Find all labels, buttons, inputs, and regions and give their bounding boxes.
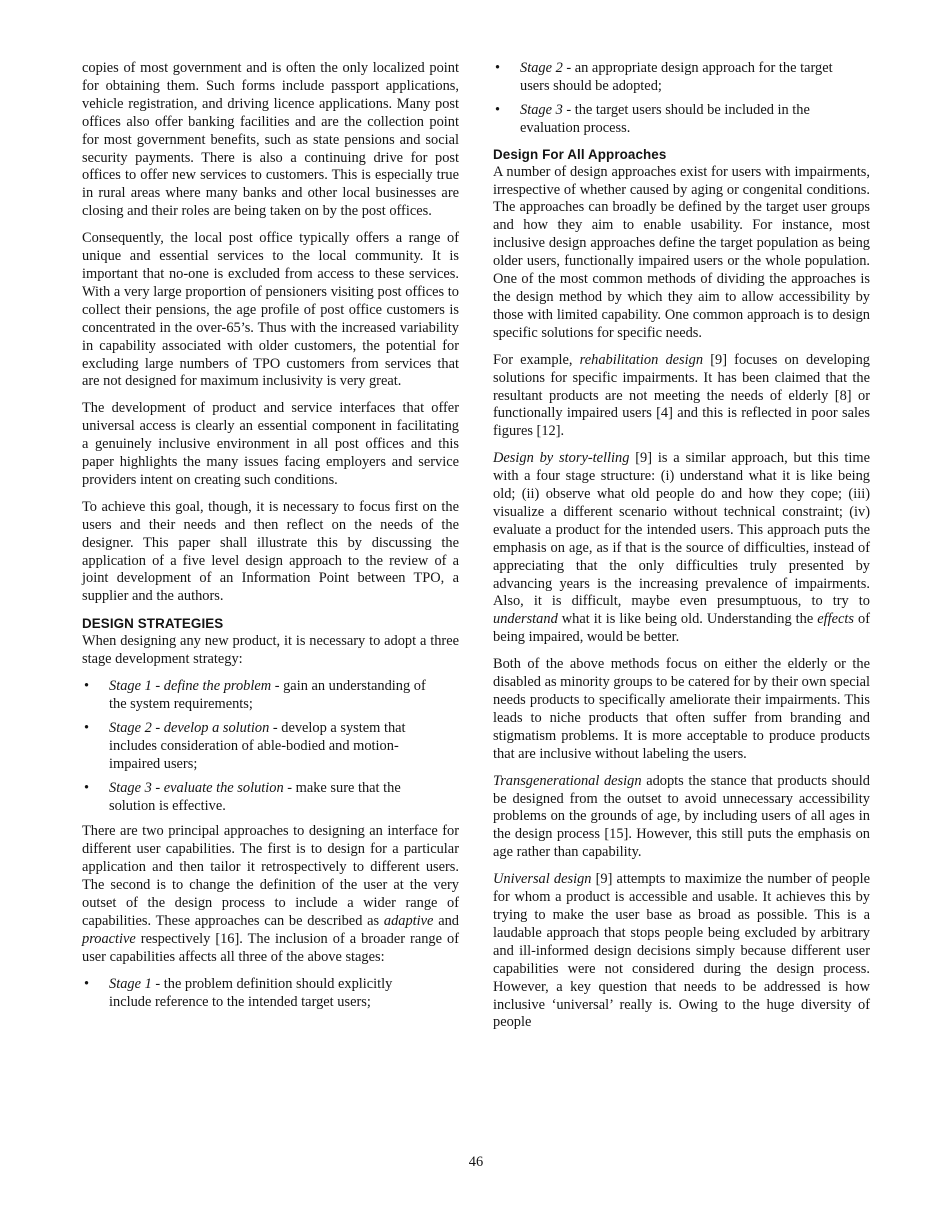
- stage-text: - make sure that the solution is effective.: [109, 779, 401, 814]
- stage-label: Stage 1 - define the problem: [109, 678, 272, 695]
- list-item: [493, 60, 870, 96]
- bullet-icon: •: [84, 779, 90, 796]
- section-heading: DESIGN STRATEGIES: [82, 616, 224, 632]
- left-column: [82, 60, 459, 1020]
- paragraph: A number of design approaches exist for users with impairments, irrespective of whether caused by aging or congenital conditions. The approaches can broadly be defined by the target user groups and how they aim to enable usability. For instance, most inclusive design approaches define the target population as being older users, functionally impaired users or the whole population. One of the most common methods of dividing the approaches is the design method by which they aim to allow accessibility by those with limited capability. One common approach is to design specific solutions for specific needs.: [493, 163, 870, 341]
- bullet-icon: •: [84, 678, 90, 695]
- stage-label: Stage 2: [520, 60, 563, 76]
- stage-list: [82, 976, 459, 1012]
- stage-label: Stage 3 - evaluate the solution: [109, 779, 284, 796]
- paragraph: Universal design [9] attempts to maximize the number of people for whom a product is accessible and usable. It achieves this by trying to make the user base as broad as possible. This is a laudable approach that stops people being excluded by arbitrary and ill-informed design decisions simply because different user capabilities were not considered during the design process. However, a key question that needs to be addressed is how inclusive ‘universal’ really is. Owing to the huge diversity of people: [493, 871, 870, 1031]
- paragraph: Transgenerational design adopts the stance that products should be designed from the outset to avoid unnecessary accessibility problems on the grounds of age, by including users of all ages in the design process [15]. However, this still puts the emphasis on age rather than capability.: [493, 772, 871, 861]
- stage-label: Stage 2 - develop a solution: [109, 719, 270, 736]
- stage-text: - an appropriate design approach for the target users should be adopted;: [520, 60, 833, 94]
- strategy-list: [82, 678, 459, 815]
- stage-text: - gain an understanding of the system requirements;: [109, 678, 426, 712]
- paragraph: Consequently, the local post office typically offers a range of unique and essential services to the local community. It is important that no-one is excluded from access to these services. With a very large proportion of pensioners visiting post offices to collect their pensions, the age profile of post office customers is concentrated in the over-65’s. Thus with the increased variability in capability associated with older customers, the potential for excluding large numbers of TPO customers from services that are not designed for maximum inclusivity is very great.: [82, 230, 459, 390]
- right-column: [493, 60, 870, 1041]
- term: Transgenerational design: [493, 772, 642, 789]
- term: Universal design: [493, 871, 592, 888]
- bullet-icon: •: [495, 60, 501, 76]
- paragraph: The development of product and service interfaces that offer universal access is clearly an essential component in facilitating a genuinely inclusive environment in all post offices and this paper highlights the many issues facing employers and service providers intent on creating such conditions.: [82, 400, 459, 488]
- stage-text: - the target users should be included in the evaluation process.: [520, 101, 810, 136]
- stage-label: Stage 1: [109, 975, 152, 992]
- paragraph: For example, rehabilitation design [9] focuses on developing solutions for specific impairments. It has been claimed that the resultant products are not meeting the needs of elderly [8] or functionally impaired users [4] and this is reflected in poor sales figures [12].: [493, 351, 870, 440]
- paragraph: When designing any new product, it is necessary to adopt a three stage development strategy:: [82, 633, 459, 668]
- term: proactive: [82, 930, 136, 947]
- stage-text: - develop a system that includes consideration of able-bodied and motion-impaired users;: [109, 719, 406, 772]
- list-item: [82, 678, 459, 714]
- paragraph: There are two principal approaches to designing an interface for different user capabilities. The first is to design for a particular application and then tailor it retrospectively to different users. The second is to change the definition of the user at the very outset of the design process to include a wider range of capabilities. These approaches can be described as adaptive and proactive respectively [16]. The inclusion of a broader range of user capabilities affects all three of the above stages:: [82, 823, 459, 965]
- stage-text: - the problem definition should explicitly include reference to the intended target users;: [109, 975, 393, 1010]
- stage-label: Stage 3: [520, 101, 563, 118]
- term: effects: [817, 611, 854, 628]
- list-item: [82, 720, 459, 774]
- bullet-icon: •: [84, 975, 90, 992]
- page-number: 46: [468, 1154, 484, 1170]
- paragraph: Design by story-telling [9] is a similar approach, but this time with a four stage structure: (i) understand what it is like being old; (ii) observe what old people do and how they cope; (iii) visualize a different scenario without technical constraint; (iv) evaluate a product for the intended users. This approach puts the emphasis on age, as if that is the source of difficulties, instead of appreciating that the only difficulties truly presented by advancing years is the increasing prevalence of impairments. Also, it is difficult, maybe even presumptuous, to try to understand what it is like being old. Understanding the effects of being impaired, would be better.: [493, 450, 870, 646]
- paragraph: Both of the above methods focus on either the elderly or the disabled as minority groups to be catered for by their own special needs products to specifically ameliorate their impairments. This leads to niche products that often suffer from branding and stigmatism problems. It is more acceptable to produce products that are inclusive without labeling the users.: [493, 656, 870, 762]
- bullet-icon: •: [84, 719, 90, 736]
- list-item: [82, 780, 459, 816]
- stage-list: [493, 60, 870, 138]
- term: Design by story-telling: [493, 450, 630, 467]
- subsection-heading: Design For All Approaches: [493, 146, 667, 162]
- list-item: [82, 976, 459, 1012]
- paragraph: copies of most government and is often the only localized point for obtaining them. Such forms include passport applications, vehicle registration, and driving licence applications. Many post offices also offer banking facilities and are the collection point for most government benefits, such as state pensions and social security payments. There is also a continuing drive for post offices to offer new services to customers. This is especially true in rural areas where many banks and other local businesses are closing and their roles are being taken on by the post offices.: [82, 60, 459, 220]
- term: understand: [493, 611, 558, 628]
- term: adaptive: [383, 912, 434, 929]
- list-item: [493, 102, 870, 138]
- bullet-icon: •: [495, 101, 501, 118]
- paragraph: To achieve this goal, though, it is necessary to focus first on the users and their needs and then reflect on the needs of the designer. This paper shall illustrate this by discussing the application of a five level design approach to the review of a joint development of an Information Point between TPO, a supplier and the authors.: [82, 498, 459, 605]
- term: rehabilitation design: [579, 351, 704, 368]
